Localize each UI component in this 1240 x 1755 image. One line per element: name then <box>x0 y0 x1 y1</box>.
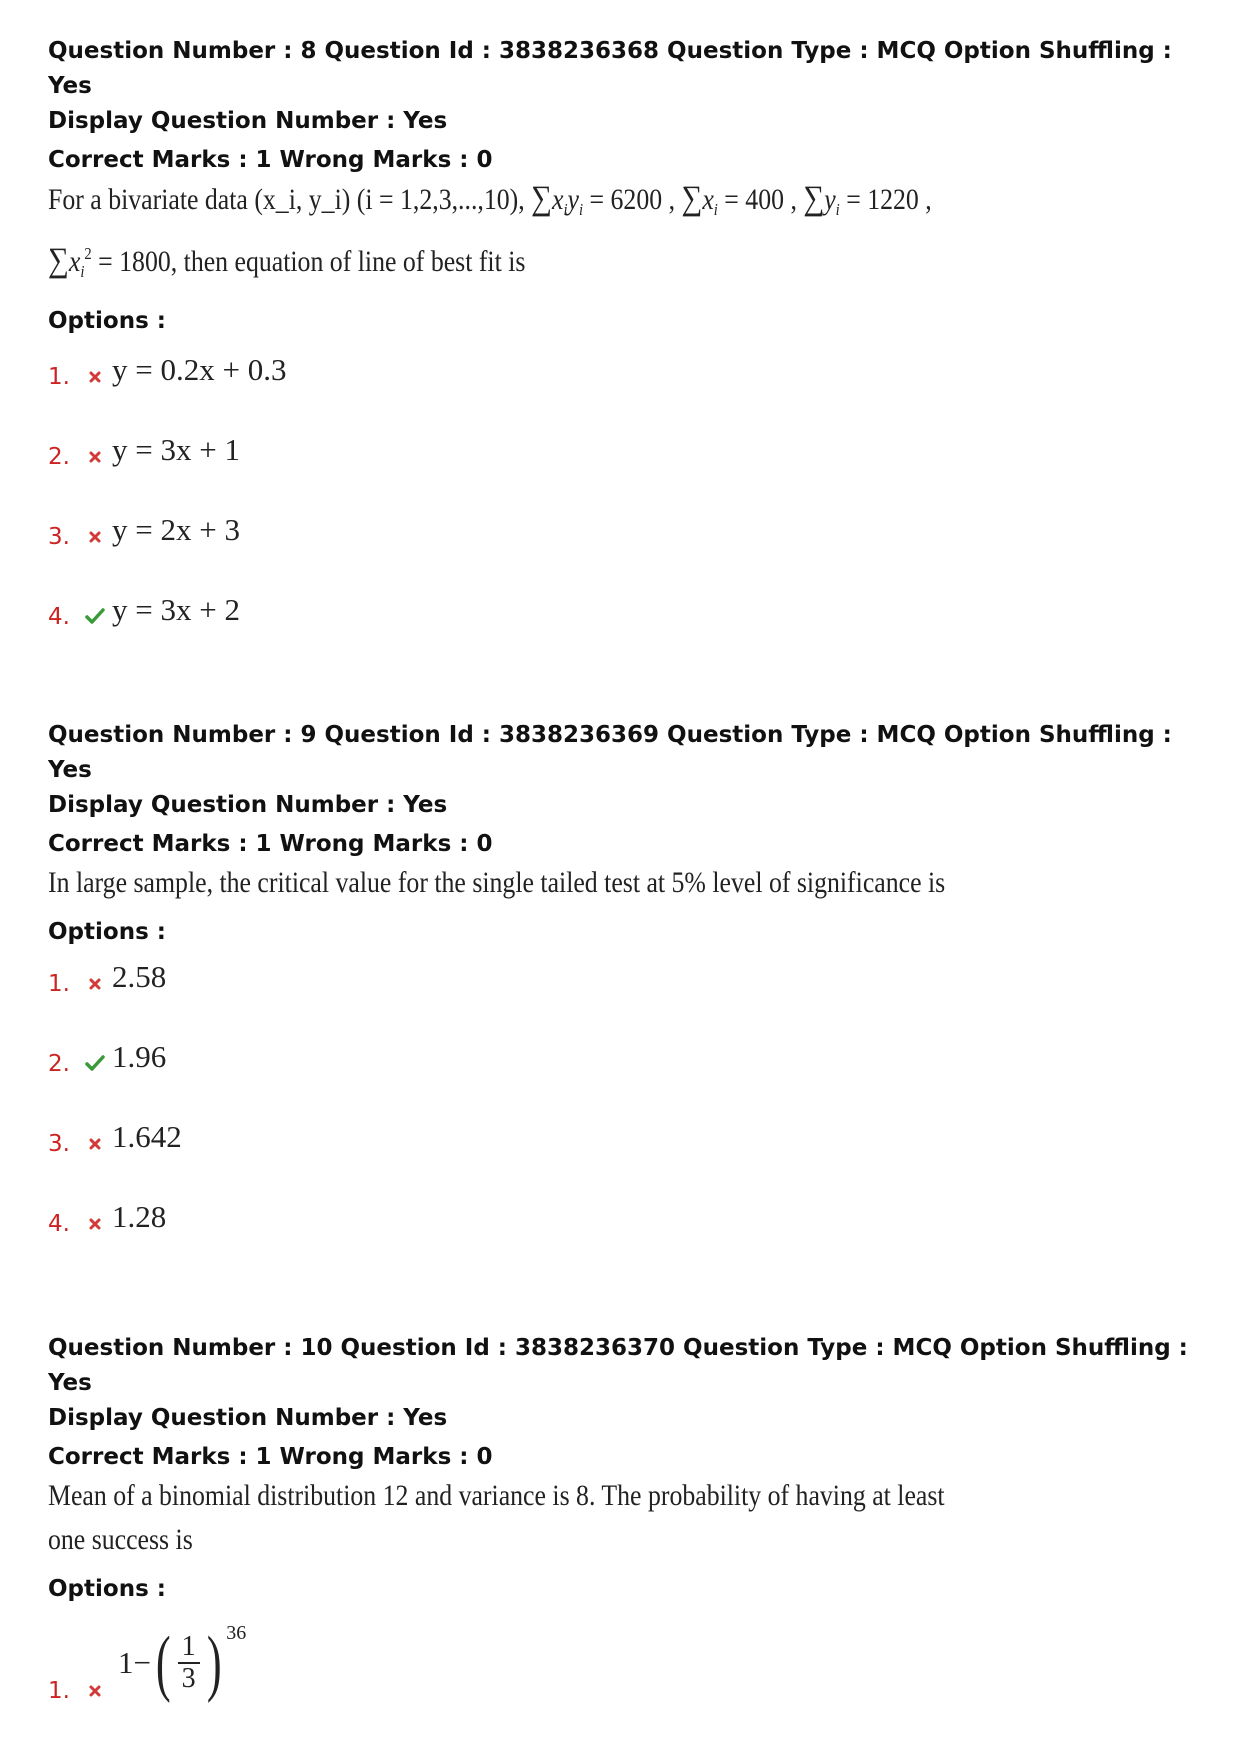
option-number: 3. <box>48 524 70 550</box>
option-4 <box>48 552 1198 632</box>
cross-icon <box>82 1217 108 1239</box>
question-meta: Question Number : 10 Question Id : 3838236370 Question Type : MCQ Option Shuffling : Yes <box>48 1335 1188 1396</box>
option-1 <box>48 1606 1198 1706</box>
option-value: 1.96 <box>112 1039 167 1074</box>
question-meta: Question Number : 9 Question Id : 3838236369 Question Type : MCQ Option Shuffling : Yes <box>48 722 1172 783</box>
cross-icon <box>82 977 108 999</box>
question-text: In large sample, the critical value for the single tailed test at 5% level of significance is <box>48 866 946 899</box>
option-number: 2. <box>48 1051 70 1077</box>
cross-icon <box>82 1137 108 1159</box>
question-text: For a bivariate data (x_i, y_i) (i = 1,2,3,...,10), $\sum x_iy_i = 6200$ , $\sum x_i = 400$ , $\sum y_i = 1220$ , $\sum x_i^2 = 1800$, then equation of line of best fit is <box>48 180 932 281</box>
question-8 <box>48 34 1198 632</box>
options-label: Options : <box>48 308 166 334</box>
option-value: 2.58 <box>112 959 167 994</box>
question-header <box>48 1331 1198 1436</box>
question-text: Mean of a binomial distribution 12 and variance is 8. The probability of having at least one success is <box>48 1479 945 1556</box>
question-header <box>48 34 1198 139</box>
check-icon <box>82 608 108 632</box>
option-1 <box>48 338 1198 392</box>
option-value: 1− ( $\frac{1}{3}$ ) 36 <box>118 1622 247 1704</box>
option-value: y = 3x + 2 <box>112 592 240 627</box>
question-10 <box>48 1331 1198 1706</box>
option-value: 1.28 <box>112 1199 167 1234</box>
option-4 <box>48 1159 1198 1239</box>
cross-icon <box>82 370 108 392</box>
check-icon <box>82 1055 108 1079</box>
cross-icon <box>82 530 108 552</box>
option-3 <box>48 472 1198 552</box>
question-9 <box>48 718 1198 1239</box>
fraction: $\frac{1}{3}$ <box>178 1632 200 1694</box>
cross-icon <box>82 1684 108 1706</box>
option-value: 1.642 <box>112 1119 182 1154</box>
option-value: y = 2x + 3 <box>112 512 240 547</box>
options-label: Options : <box>48 1576 166 1602</box>
option-2 <box>48 999 1198 1079</box>
marks-info: Correct Marks : 1 Wrong Marks : 0 <box>48 1444 493 1470</box>
option-2 <box>48 392 1198 472</box>
marks-info: Correct Marks : 1 Wrong Marks : 0 <box>48 831 493 857</box>
option-value: y = 0.2x + 0.3 <box>112 352 287 387</box>
option-number: 2. <box>48 444 70 470</box>
question-header <box>48 718 1198 823</box>
cross-icon <box>82 450 108 472</box>
option-number: 1. <box>48 1678 70 1704</box>
option-number: 1. <box>48 364 70 390</box>
option-3 <box>48 1079 1198 1159</box>
display-question-number: Display Question Number : Yes <box>48 792 448 818</box>
question-paper <box>48 34 1198 1706</box>
question-meta: Question Number : 8 Question Id : 3838236368 Question Type : MCQ Option Shuffling : Yes <box>48 38 1172 99</box>
option-number: 3. <box>48 1131 70 1157</box>
option-number: 4. <box>48 1211 70 1237</box>
marks-info: Correct Marks : 1 Wrong Marks : 0 <box>48 147 493 173</box>
display-question-number: Display Question Number : Yes <box>48 108 448 134</box>
option-1 <box>48 949 1198 999</box>
option-number: 4. <box>48 604 70 630</box>
display-question-number: Display Question Number : Yes <box>48 1405 448 1431</box>
options-label: Options : <box>48 919 166 945</box>
option-value: y = 3x + 1 <box>112 432 240 467</box>
option-number: 1. <box>48 971 70 997</box>
